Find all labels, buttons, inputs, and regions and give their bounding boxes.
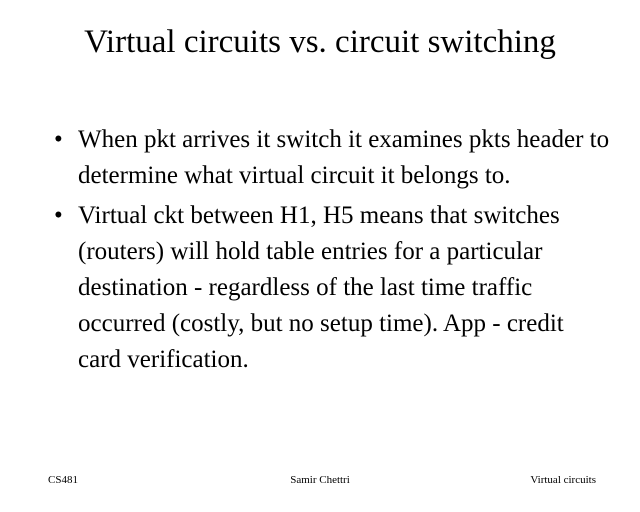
list-item-text: When pkt arrives it switch it examines pkts header to determine what virtual circuit it belongs to. [78, 126, 610, 189]
bullet-marker-icon: • [54, 126, 63, 153]
footer-author: Samir Chettri [290, 474, 350, 486]
bullet-list [36, 122, 610, 378]
list-item-text: Virtual ckt between H1, H5 means that switches (routers) will hold table entries for a particular destination - regardless of the last time traffic occurred (costly, but no setup time). App - credit card verification. [78, 202, 564, 373]
bullet-marker-icon: • [54, 202, 63, 229]
list-item [36, 198, 610, 378]
page-title: Virtual circuits vs. circuit switching [84, 24, 556, 60]
footer-course-code: CS481 [48, 474, 78, 486]
footer-topic: Virtual circuits [530, 474, 596, 486]
list-item [36, 122, 610, 194]
slide-footer [0, 474, 640, 490]
slide-body [36, 122, 610, 382]
